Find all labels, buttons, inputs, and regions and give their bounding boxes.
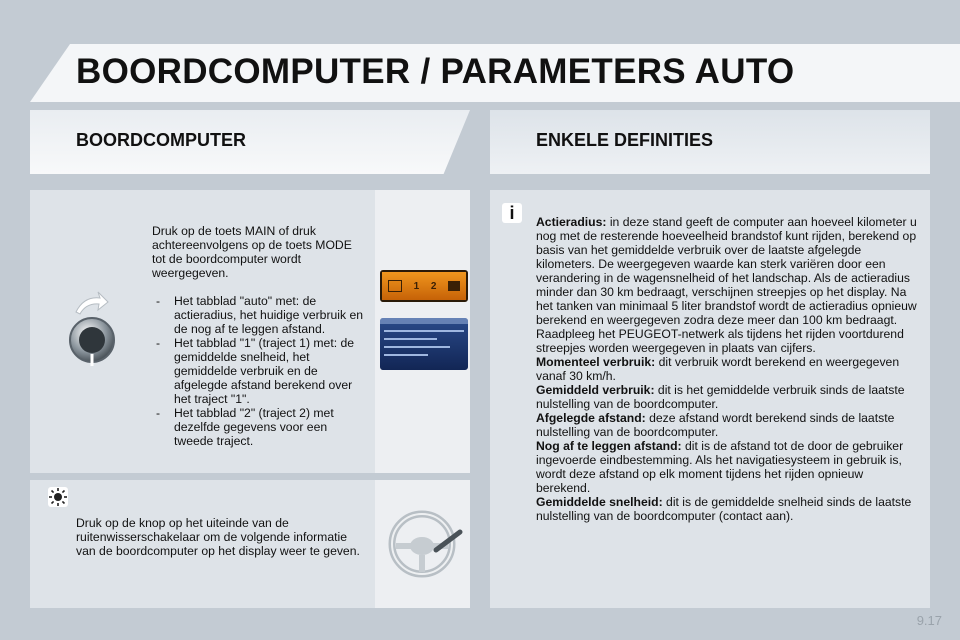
definition-text: in deze stand geeft de computer aan hoeveel kilometer u nog met de resterende hoeveelheid brandstof kunt rijden, berekend op basis van het gemiddelde verbruik over de laatste afgelegde kilometers. De weergegeven waarde kan sterk variëren door een verandering in de wagensnelheid of het landschap. Als de actieradius minder dan 30 km bedraagt, verschijnen streepjes op het display. Na het tanken van minimaal 5 liter brandstof wordt de actieradius opnieuw berekend en weergegeven zodra deze meer dan 100 km bedraagt. Raadpleeg het PEUGEOT-netwerk als tijdens het rijden voortdurend streepjes worden weergegeven in plaats van cijfers.: [536, 215, 917, 355]
definition-text: dit is de gemiddelde snelheid sinds de laatste nulstelling van de boordcomputer (contact aan).: [536, 495, 912, 523]
left-section-title: BOORDCOMPUTER: [76, 130, 246, 150]
definition-term: Gemiddelde snelheid:: [536, 495, 663, 509]
intro-paragraph: Druk op de toets MAIN of druk achtereenvolgens op de toets MODE tot de boordcomputer wordt weergegeven.: [152, 224, 352, 280]
definition-term: Momenteel verbruik:: [536, 355, 656, 369]
definition-text: deze afstand wordt berekend sinds de laatste nulstelling van de boordcomputer.: [536, 411, 895, 439]
right-section-title: ENKELE DEFINITIES: [536, 130, 714, 150]
definition-term: Actieradius:: [536, 215, 607, 229]
definition-text: dit is de afstand tot de door de gebruiker ingevoerde eindbestemming. Als het navigatiesysteem in gebruik is, wordt deze afstand op elk moment tijdens het rijden opnieuw berekend.: [536, 439, 904, 495]
page-number: 9.17: [916, 613, 942, 628]
fuel-gauge-icon: [448, 281, 460, 291]
list-item: - Het tabblad "auto" met: de actieradius, het huidige verbruik en de nog af te leggen afstand.: [152, 294, 364, 336]
definition-item: [536, 215, 918, 355]
definition-term: Afgelegde afstand:: [536, 411, 646, 425]
mode-button-icon: [64, 290, 126, 370]
steering-wheel-icon: [386, 506, 464, 582]
orange-display-image: [380, 270, 468, 302]
definitions-list: [536, 215, 918, 523]
navigation-display-image: [380, 318, 468, 370]
definition-text: dit is het gemiddelde verbruik sinds de laatste nulstelling van de boordcomputer.: [536, 383, 905, 411]
list-item: - Het tabblad "1" (traject 1) met: de gemiddelde snelheid, het gemiddelde verbruik en de afgelegde afstand berekend over het traject "1".: [152, 336, 364, 406]
trip-2-tab: 2: [430, 280, 437, 292]
definition-item: [536, 411, 918, 439]
definition-item: [536, 383, 918, 411]
definition-term: Gemiddeld verbruik:: [536, 383, 655, 397]
fuel-pump-icon: [388, 280, 402, 292]
trip-1-tab: 1: [413, 280, 420, 292]
intro-text: [152, 224, 364, 448]
light-sun-icon: [48, 487, 68, 507]
definition-text: dit verbruik wordt berekend en weergegeven vanaf 30 km/h.: [536, 355, 900, 383]
wiper-text: Druk op de knop op het uiteinde van de ruitenwisserschakelaar om de volgende informatie van de boordcomputer op het display weer te geven.: [76, 516, 360, 558]
info-icon: i: [502, 203, 522, 223]
definition-item: [536, 355, 918, 383]
definition-term: Nog af te leggen afstand:: [536, 439, 682, 453]
page-title: BOORDCOMPUTER / PARAMETERS AUTO: [76, 52, 795, 91]
list-item: - Het tabblad "2" (traject 2) met dezelfde gegevens voor een tweede traject.: [152, 406, 364, 448]
tab-list: [152, 294, 364, 448]
definition-item: [536, 439, 918, 495]
definition-item: [536, 495, 918, 523]
